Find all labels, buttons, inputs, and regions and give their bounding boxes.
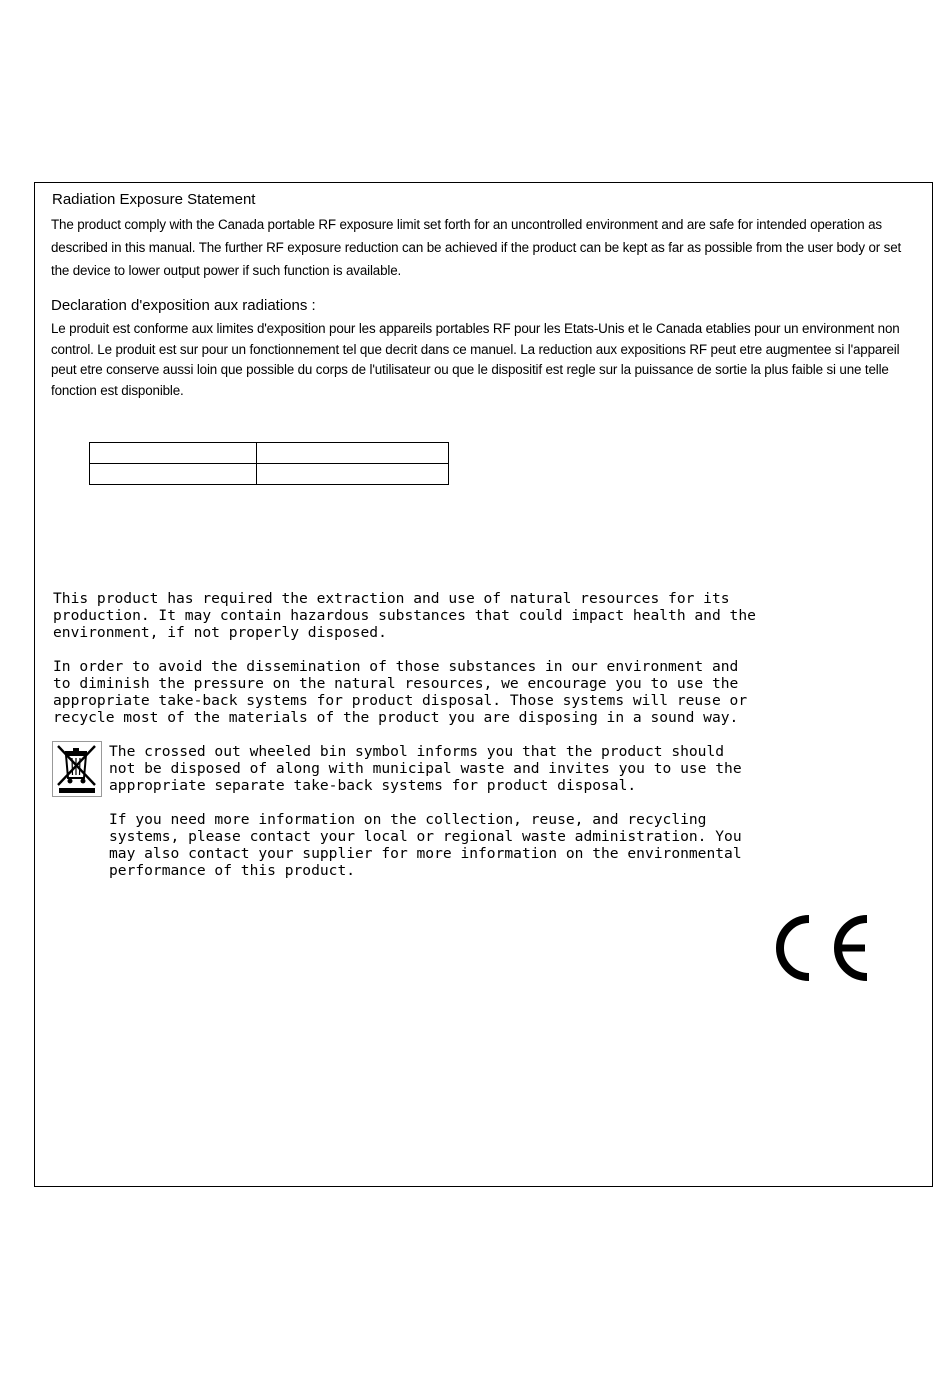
table-cell	[90, 443, 257, 464]
declaration-title: Declaration d'exposition aux radiations :	[51, 297, 316, 314]
declaration-body: Le produit est conforme aux limites d'exposition pour les appareils portables RF pour les Etats-Unis et le Canada etablies pour un environment non control. Le produit est sur pour un fonctionnement tel que decrit dans ce manuel. La reduction aux expositions RF peut etre augmentee si l'appareil peut etre conserve aussi loin que possible du corps de l'utilisateur ou que le dispositif est regle sur la puissance de sortie la plus faible si une telle fonction est disponible.	[51, 321, 900, 398]
table-cell	[257, 443, 449, 464]
document-frame	[34, 182, 933, 1187]
ce-mark-icon	[768, 912, 870, 984]
crossed-out-wheeled-bin-icon	[52, 741, 102, 797]
table-cell	[257, 464, 449, 485]
environment-paragraph-1: This product has required the extraction and use of natural resources for its production. It may contain hazardous substances that could impact health and the environment, if not properly disposed.	[53, 590, 756, 641]
environment-paragraph-3: The crossed out wheeled bin symbol informs you that the product should not be disposed of along with municipal waste and invites you to use the appropriate separate take-back systems for product disposal.	[109, 743, 742, 794]
environment-paragraph-4: If you need more information on the collection, reuse, and recycling systems, please contact your local or regional waste administration. You may also contact your supplier for more information on the environmental performance of this product.	[109, 811, 742, 879]
empty-table	[89, 442, 449, 485]
table-row	[90, 464, 449, 485]
table-cell	[90, 464, 257, 485]
environment-paragraph-2: In order to avoid the dissemination of those substances in our environment and to diminish the pressure on the natural resources, we encourage you to use the appropriate take-back systems for product disposal. Those systems will reuse or recycle most of the materials of the product you are disposing in a sound way.	[53, 658, 748, 726]
radiation-title: Radiation Exposure Statement	[52, 191, 256, 208]
table-row	[90, 443, 449, 464]
radiation-body: The product comply with the Canada portable RF exposure limit set forth for an uncontrolled environment and are safe for intended operation as described in this manual. The further RF exposure reduction can be achieved if the product can be kept as far as possible from the user body or set the device to lower output power if such function is available.	[51, 217, 902, 278]
